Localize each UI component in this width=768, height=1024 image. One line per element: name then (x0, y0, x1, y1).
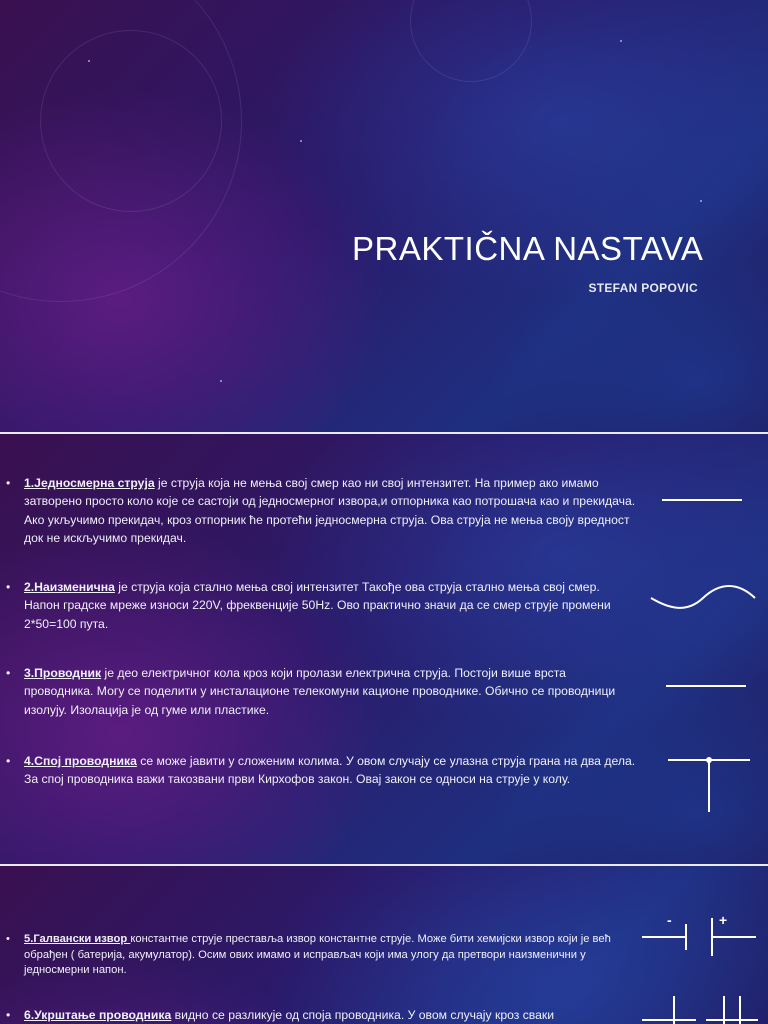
star (700, 200, 702, 202)
term-label: 5.Галвански извор (24, 933, 131, 945)
orbit-decoration (40, 30, 222, 212)
list-item-text (24, 578, 636, 633)
dc-line-icon (660, 492, 744, 508)
term-description: видно се разликује од споја проводника. У овом случају кроз сваки (171, 1008, 555, 1022)
term-label: 3.Проводник (24, 666, 102, 680)
term-label: 2.Наизменична (24, 580, 115, 594)
slide-subtitle: STEFAN POPOVIC (588, 281, 698, 295)
term-label: 1.Једносмерна струја (24, 476, 155, 490)
conductor-junction-icon (666, 752, 752, 816)
slide-title: PRAKTIČNA NASTAVA (352, 230, 704, 267)
plus-label: + (719, 912, 728, 928)
bullet-icon: • (6, 754, 11, 768)
content-slide-1 (0, 434, 768, 864)
bullet-icon: • (6, 476, 11, 490)
list-item-text (24, 932, 638, 979)
ac-sine-wave-icon (648, 576, 758, 616)
bullet-icon: • (6, 1008, 11, 1022)
term-label: 6.Укрштање проводника (24, 1008, 172, 1022)
star (300, 140, 302, 142)
orbit-decoration (410, 0, 532, 82)
list-item-text (24, 664, 636, 719)
title-slide (0, 0, 768, 432)
list-item-text (24, 752, 636, 789)
conductor-line-icon (664, 678, 748, 694)
bullet-icon: • (6, 933, 10, 945)
galvanic-source-icon (640, 912, 760, 958)
star (88, 60, 90, 62)
term-label: 4.Спој проводника (24, 754, 137, 768)
list-item-text (24, 1006, 638, 1024)
term-description: се може јавити у сложеним колима. У овом случају се улазна струја грана на два дела. За спој проводника важи такозвани први Кирхофов закон. Овај закон се односи на струје у колу. (24, 754, 636, 787)
list-item-text (24, 474, 636, 547)
minus-label: - (667, 912, 672, 928)
term-description: је струја која стално мења свој интензитет Такође ова струја стално мења свој смер. Напон градске мреже износи 220V, фреквенције 50Hz. Ово практично значи да се смер струје промени 2*50=100 пута. (24, 580, 611, 631)
star (220, 380, 222, 382)
term-description: је део електричног кола кроз који пролази електрична струја. Постоји више врста проводника. Могу се поделити у инсталационе телекомуни кационе проводнике. Обично се проводници изолују. Изолација је од гуме или пластике. (24, 666, 616, 717)
bullet-icon: • (6, 580, 11, 594)
bullet-icon: • (6, 666, 11, 680)
content-slide-2 (0, 866, 768, 1024)
term-description: константне струје преставља извор константне струје. Може бити хемијски извор који је већ обрађен ( батерија, акумулатор). Осим ових имамо и исправљач који има улогу да претвори наизменични у једносмерни напон. (24, 933, 611, 976)
conductor-crossing-icon (640, 994, 760, 1024)
term-description: је струја која не мења свој смер као ни свој интензитет. На пример ако имамо затворено просто коло које се састоји од једносмерног извора,и отпорника као потрошача као и прекидача. Ако укључимо прекидач, кроз отпорник ће протећи једносмерна струја. Ова струја не мења своју вредност док не искључимо прекидач. (24, 476, 636, 545)
star (620, 40, 622, 42)
